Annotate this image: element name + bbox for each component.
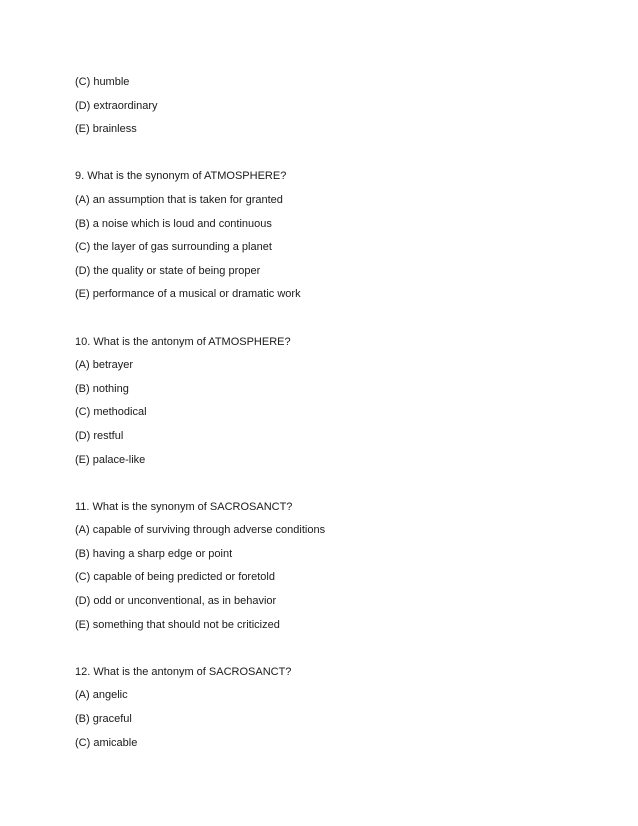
- answer-option: (B) a noise which is loud and continuous: [75, 217, 272, 230]
- answer-option: (B) having a sharp edge or point: [75, 547, 233, 560]
- answer-option: (C) methodical: [75, 406, 147, 419]
- question-prompt: 9. What is the synonym of ATMOSPHERE?: [75, 170, 287, 183]
- document-page: [75, 74, 595, 758]
- answer-option: (E) palace-like: [75, 453, 146, 466]
- answer-option: (E) brainless: [75, 123, 137, 136]
- answer-option: (C) amicable: [75, 736, 138, 749]
- answer-option: (A) angelic: [75, 689, 128, 702]
- answer-option: (A) an assumption that is taken for granted: [75, 193, 283, 206]
- answer-option: (B) nothing: [75, 382, 129, 395]
- answer-option: (C) capable of being predicted or foretold: [75, 571, 275, 584]
- spacer: [75, 640, 595, 664]
- spacer: [75, 475, 595, 499]
- answer-option: (D) odd or unconventional, as in behavior: [75, 595, 277, 608]
- answer-option: (A) capable of surviving through adverse conditions: [75, 524, 326, 537]
- spacer: [75, 145, 595, 169]
- answer-option: (C) humble: [75, 76, 130, 88]
- answer-option: (A) betrayer: [75, 359, 134, 372]
- answer-option: (C) the layer of gas surrounding a planet: [75, 241, 272, 254]
- question-prompt: 12. What is the antonym of SACROSANCT?: [75, 665, 292, 678]
- answer-option: (E) something that should not be criticized: [75, 618, 280, 631]
- answer-option: (E) performance of a musical or dramatic work: [75, 288, 301, 301]
- question-prompt: 10. What is the antonym of ATMOSPHERE?: [75, 335, 291, 348]
- answer-option: (D) extraordinary: [75, 99, 158, 112]
- answer-option: (D) restful: [75, 429, 124, 442]
- answer-option: (D) the quality or state of being proper: [75, 264, 261, 277]
- answer-option: (B) graceful: [75, 713, 132, 726]
- spacer: [75, 310, 595, 334]
- question-prompt: 11. What is the synonym of SACROSANCT?: [75, 500, 293, 513]
